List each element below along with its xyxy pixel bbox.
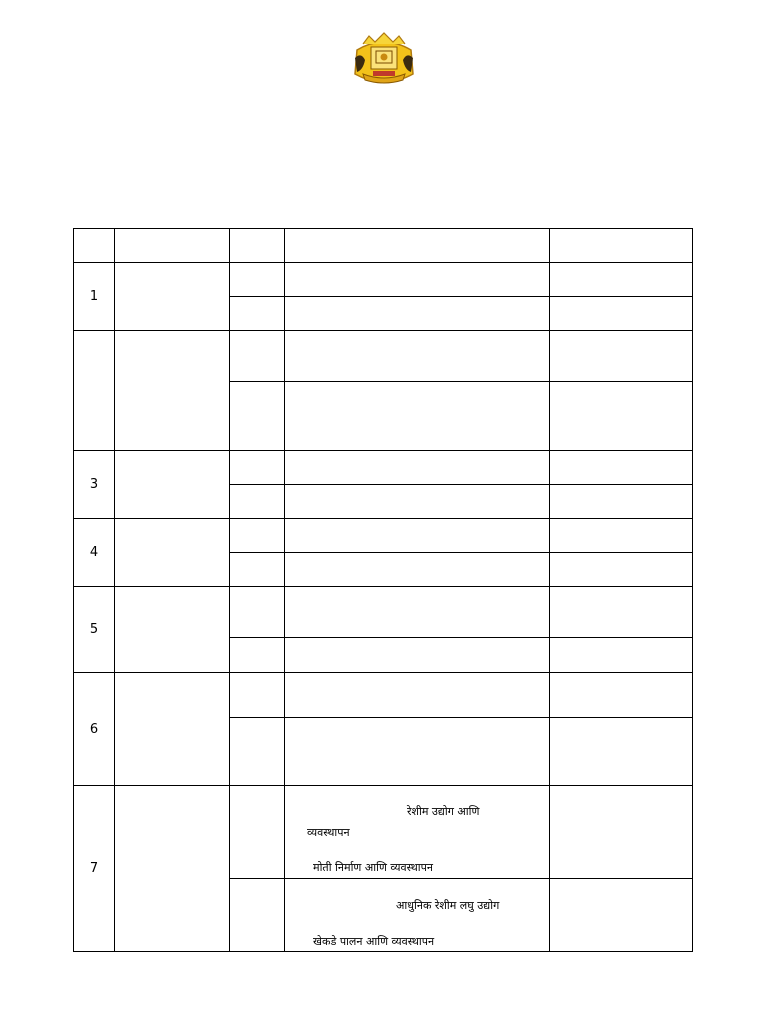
topic-modern-silk-small-industry: आधुनिक रेशीम लघु उद्योग bbox=[396, 899, 500, 912]
row-5a-remarks bbox=[549, 586, 693, 638]
row-5b-topic bbox=[284, 637, 550, 673]
row-3b-remarks bbox=[549, 484, 693, 519]
row-2b-code bbox=[229, 381, 285, 451]
row-5b-remarks bbox=[549, 637, 693, 673]
row-4b-topic bbox=[284, 552, 550, 587]
row-2b-topic bbox=[284, 381, 550, 451]
header-cell-code bbox=[229, 228, 285, 263]
header-cell-no bbox=[73, 228, 115, 263]
row-5b-code bbox=[229, 637, 285, 673]
row-6b-remarks bbox=[549, 717, 693, 786]
row-2b-remarks bbox=[549, 381, 693, 451]
row-4a-topic bbox=[284, 518, 550, 553]
row-7b-remarks bbox=[549, 878, 693, 952]
topic-pearl-production: मोती निर्माण आणि व्यवस्थापन bbox=[313, 861, 433, 874]
row-2-number bbox=[73, 330, 115, 451]
row-7b-code bbox=[229, 878, 285, 952]
header-cell-topic bbox=[284, 228, 550, 263]
row-4b-code bbox=[229, 552, 285, 587]
row-6a-code bbox=[229, 672, 285, 718]
row-4-subject bbox=[114, 518, 230, 587]
row-1-number: 1 bbox=[73, 262, 115, 331]
row-6a-remarks bbox=[549, 672, 693, 718]
row-5-number: 5 bbox=[73, 586, 115, 673]
row-7-number: 7 bbox=[73, 785, 115, 952]
row-3a-remarks bbox=[549, 450, 693, 485]
row-5-subject bbox=[114, 586, 230, 673]
row-6-number: 6 bbox=[73, 672, 115, 786]
row-6b-code bbox=[229, 717, 285, 786]
row-3a-topic bbox=[284, 450, 550, 485]
row-3-number: 3 bbox=[73, 450, 115, 519]
row-2a-remarks bbox=[549, 330, 693, 382]
row-1-subject bbox=[114, 262, 230, 331]
topic-crab-farming: खेकडे पालन आणि व्यवस्थापन bbox=[313, 935, 435, 948]
row-1a-remarks bbox=[549, 262, 693, 297]
emblem-logo bbox=[349, 30, 419, 88]
row-1a-topic bbox=[284, 262, 550, 297]
row-3b-code bbox=[229, 484, 285, 519]
header-cell-remarks bbox=[549, 228, 693, 263]
topic-silk-industry-line2: व्यवस्थापन bbox=[307, 826, 350, 839]
row-4-number: 4 bbox=[73, 518, 115, 587]
row-7-subject bbox=[114, 785, 230, 952]
row-3b-topic bbox=[284, 484, 550, 519]
row-2-subject bbox=[114, 330, 230, 451]
row-7a-remarks bbox=[549, 785, 693, 879]
row-3-subject bbox=[114, 450, 230, 519]
row-5a-code bbox=[229, 586, 285, 638]
topic-silk-industry-line1: रेशीम उद्योग आणि bbox=[407, 805, 480, 818]
row-1b-topic bbox=[284, 296, 550, 331]
row-1b-code bbox=[229, 296, 285, 331]
schedule-table bbox=[74, 229, 694, 953]
row-1b-remarks bbox=[549, 296, 693, 331]
row-2a-code bbox=[229, 330, 285, 382]
row-4a-code bbox=[229, 518, 285, 553]
row-4b-remarks bbox=[549, 552, 693, 587]
row-7b-topic bbox=[284, 878, 550, 952]
header-cell-subject bbox=[114, 228, 230, 263]
row-6-subject bbox=[114, 672, 230, 786]
row-7a-code bbox=[229, 785, 285, 879]
row-4a-remarks bbox=[549, 518, 693, 553]
row-2a-topic bbox=[284, 330, 550, 382]
row-5a-topic bbox=[284, 586, 550, 638]
row-6b-topic bbox=[284, 717, 550, 786]
row-1a-code bbox=[229, 262, 285, 297]
row-3a-code bbox=[229, 450, 285, 485]
row-6a-topic bbox=[284, 672, 550, 718]
row-7a-topic bbox=[284, 785, 550, 879]
